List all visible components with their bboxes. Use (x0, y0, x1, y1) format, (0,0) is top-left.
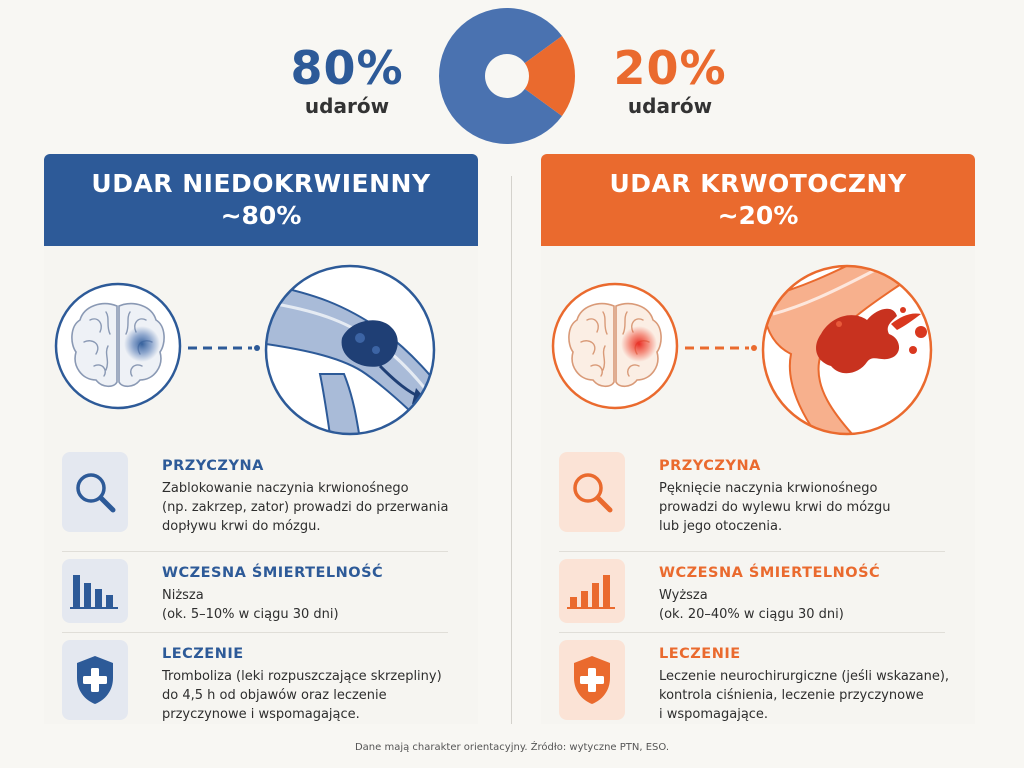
hemorrhagic-treatment-title: LECZENIE (659, 646, 741, 662)
hemorrhagic-treatment-text: Leczenie neurochirurgiczne (jeśli wskazane), kontrola ciśnienia, leczenie przyczynowe i wspomagające. (659, 669, 950, 722)
hemorrhagic-mortality-title: WCZESNA ŚMIERTELNOŚĆ (659, 565, 881, 581)
hemorrhagic-share-label: udarów (627, 94, 713, 118)
ischemic-share-value: 80% (290, 41, 404, 95)
stroke-share-donut-chart (437, 6, 577, 146)
hemorrhagic-panel-header (541, 154, 975, 246)
hemorrhagic-panel-title: UDAR KRWOTOCZNY (609, 169, 907, 198)
bar-chart-decreasing-icon (62, 559, 128, 623)
brain-blue-icon (56, 284, 180, 408)
ischemic-mortality-section (62, 559, 448, 633)
ischemic-cause-section (62, 452, 448, 552)
hemorrhagic-share-value: 20% (613, 41, 727, 95)
hemorrhagic-cause-section (559, 452, 945, 552)
shield-cross-icon (62, 640, 128, 720)
dashed-arrow-connector (188, 345, 260, 351)
ischemic-treatment-text: Tromboliza (leki rozpuszczające skrzepliny) do 4,5 h od objawów oraz leczenie przyczynowe i wspomagające. (162, 669, 442, 722)
ischemic-share-stat (247, 41, 447, 118)
hemorrhagic-treatment-section (559, 640, 950, 724)
hemorrhagic-panel-percent: ~20% (717, 201, 799, 230)
hemorrhagic-illustration (541, 254, 975, 450)
hemorrhagic-mortality-text: Wyższa (ok. 20–40% w ciągu 30 dni) (659, 588, 844, 622)
shield-cross-icon (559, 640, 625, 720)
blocked-vessel-icon (266, 266, 454, 450)
ischemic-illustration (44, 254, 478, 450)
ischemic-cause-text: Zablokowanie naczynia krwionośnego (np. zakrzep, zator) prowadzi do przerwania dopływu krwi do mózgu. (162, 481, 449, 534)
magnifier-icon (559, 452, 625, 532)
ischemic-treatment-section (62, 640, 448, 724)
brain-orange-icon (553, 284, 677, 408)
hemorrhagic-stroke-panel (541, 154, 975, 724)
ischemic-cause-title: PRZYCZYNA (162, 458, 264, 474)
ischemic-mortality-text: Niższa (ok. 5–10% w ciągu 30 dni) (162, 588, 339, 622)
ischemic-panel-percent: ~80% (220, 201, 302, 230)
source-footnote: Dane mają charakter orientacyjny. Źródło: wytyczne PTN, ESO. (354, 742, 670, 753)
bar-chart-increasing-icon (559, 559, 625, 623)
hemorrhagic-share-stat (570, 41, 770, 118)
ischemic-share-label: udarów (304, 94, 390, 118)
ischemic-panel-title: UDAR NIEDOKRWIENNY (91, 169, 431, 198)
ischemic-stroke-panel (44, 154, 478, 724)
hemorrhagic-cause-text: Pęknięcie naczynia krwionośnego prowadzi do wylewu krwi do mózgu lub jego otoczenia. (659, 481, 891, 534)
hemorrhagic-mortality-section (559, 559, 945, 633)
ischemic-mortality-title: WCZESNA ŚMIERTELNOŚĆ (162, 565, 384, 581)
ischemic-panel-header (44, 154, 478, 246)
ruptured-vessel-icon (763, 254, 937, 450)
center-divider (511, 176, 512, 724)
magnifier-icon (62, 452, 128, 532)
ischemic-treatment-title: LECZENIE (162, 646, 244, 662)
dashed-arrow-connector (685, 345, 757, 351)
hemorrhagic-cause-title: PRZYCZYNA (659, 458, 761, 474)
